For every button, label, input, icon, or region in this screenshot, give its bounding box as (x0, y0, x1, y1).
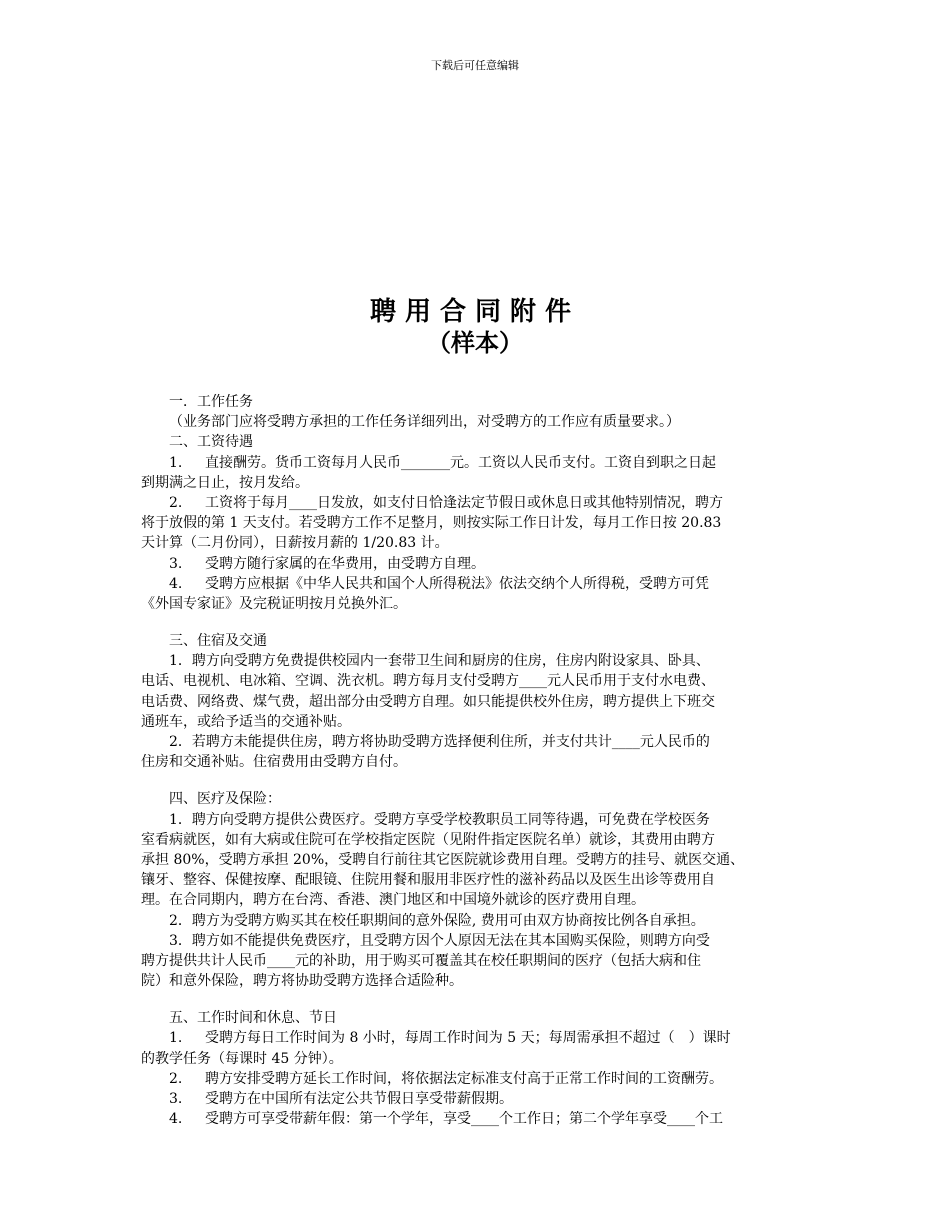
item-number: 2. (169, 494, 183, 511)
text-line (141, 1008, 813, 1028)
text-line (141, 830, 813, 850)
text-line (141, 432, 813, 452)
text-line (141, 911, 813, 931)
line-text: 二、工资待遇 (169, 434, 253, 451)
line-text: 受聘方随行家属的在华费用，由受聘方自理。 (205, 555, 485, 572)
line-text: 工资将于每月____日发放，如支付日恰逢法定节假日或休息日或其他特别情况，聘方 (205, 494, 723, 511)
line-text: 聘方提供共计人民币____元的补助，用于购买可覆盖其在校任职期间的医疗（包括大病和住 (141, 952, 701, 969)
line-text: 天计算（二月份同），日薪按月薪的 1/20.83 计。 (141, 535, 449, 552)
text-line (141, 789, 813, 809)
item-number: 4. (169, 575, 183, 592)
text-line (141, 890, 813, 910)
line-text: 镶牙、整容、保健按摩、配眼镜、住院用餐和服用非医疗性的滋补药品以及医生出诊等费用自 (141, 872, 715, 889)
item-number: 4. (169, 1111, 183, 1128)
line-text: 聘方安排受聘方延长工作时间，将依据法定标准支付高于正常工作时间的工资酬劳。 (205, 1070, 723, 1087)
line-text: 三、住宿及交通 (169, 633, 267, 650)
line-text: 四、医疗及保险： (169, 791, 281, 808)
document-title: 聘用合同附件 (369, 297, 580, 327)
text-line (141, 473, 813, 493)
paragraph-gap (141, 614, 813, 631)
text-line (141, 810, 813, 830)
text-line (141, 732, 813, 752)
document-subtitle: （样本） (427, 329, 523, 357)
line-text: 室看病就医，如有大病或住院可在学校指定医院（见附件指定医院名单）就诊，其费用由聘方 (141, 831, 715, 848)
text-line (141, 533, 813, 553)
document-body (141, 392, 813, 1129)
line-text: 2．聘方为受聘方购买其在校任职期间的意外保险, 费用可由双方协商按比例各自承担。 (169, 912, 705, 929)
text-line (141, 1028, 813, 1048)
text-line (141, 554, 813, 574)
line-text: 到期满之日止，按月发给。 (141, 474, 309, 491)
line-text: 电话费、网络费、煤气费，超出部分由受聘方自理。如只能提供校外住房，聘方提供上下班交 (141, 693, 715, 710)
line-text: 2．若聘方未能提供住房，聘方将协助受聘方选择便利住所，并支付共计____元人民币的 (169, 734, 710, 750)
line-text: 理。在合同期内，聘方在台湾、香港、澳门地区和中国境外就诊的医疗费用自理。 (141, 892, 645, 909)
text-line (141, 971, 813, 991)
line-text: 1．聘方向受聘方免费提供校园内一套带卫生间和厨房的住房，住房内附设家具、卧具、 (169, 653, 710, 670)
text-line (141, 1089, 813, 1109)
text-line (141, 631, 813, 651)
text-line (141, 951, 813, 971)
text-line (141, 712, 813, 732)
line-text: 院）和意外保险，聘方将协助受聘方选择合适险种。 (141, 973, 463, 990)
item-number: 2. (169, 1070, 183, 1087)
text-line (141, 392, 813, 412)
line-text: 直接酬劳。货币工资每月人民币_______元。工资以人民币支付。工资自到职之日起 (205, 454, 716, 471)
line-text: 的教学任务（每课时 45 分钟）。 (141, 1050, 343, 1067)
text-line (141, 594, 813, 614)
text-line (141, 574, 813, 594)
text-line (141, 412, 813, 432)
text-line (141, 692, 813, 712)
line-text: （业务部门应将受聘方承担的工作任务详细列出，对受聘方的工作应有质量要求。） (169, 414, 680, 431)
line-text: 受聘方在中国所有法定公共节假日享受带薪假期。 (205, 1091, 513, 1107)
text-line (141, 1109, 813, 1129)
item-number: 3. (169, 555, 183, 572)
line-text: 3．聘方如不能提供免费医疗，且受聘方因个人原因无法在其本国购买保险，则聘方向受 (169, 932, 710, 949)
text-line (141, 671, 813, 691)
item-number: 1. (169, 454, 183, 471)
text-line (141, 453, 813, 473)
line-text: 承担 80%，受聘方承担 20%，受聘自行前往其它医院就诊费用自理。受聘方的挂号、就医交通、 (141, 851, 745, 868)
line-text: 《外国专家证》及完税证明按月兑换外汇。 (141, 595, 407, 612)
line-text: 五、工作时间和休息、节日 (169, 1010, 337, 1027)
line-text: 受聘方每日工作时间为 8 小时，每周工作时间为 5 天；每周需承担不超过（ ）课时 (205, 1030, 731, 1047)
item-number: 1. (169, 1030, 183, 1047)
line-text: 电话、电视机、电冰箱、空调、洗衣机。聘方每月支付受聘方____元人民币用于支付水电费、 (141, 673, 715, 690)
text-line (141, 513, 813, 533)
page-header-note: 下载后可任意编辑 (431, 59, 519, 72)
paragraph-gap (141, 991, 813, 1008)
item-number: 3. (169, 1091, 183, 1107)
text-line (141, 651, 813, 671)
text-line (141, 1069, 813, 1089)
text-line (141, 850, 813, 870)
paragraph-gap (141, 772, 813, 789)
line-text: 将于放假的第 1 天支付。若受聘方工作不足整月，则按实际工作日计发，每月工作日按 20.83 (141, 515, 722, 532)
line-text: 1．聘方向受聘方提供公费医疗。受聘方享受学校教职员工同等待遇，可免费在学校医务 (169, 811, 710, 828)
line-text: 住房和交通补贴。住宿费用由受聘方自付。 (141, 754, 407, 771)
line-text: 一．工作任务 (169, 394, 253, 410)
text-line (141, 931, 813, 951)
text-line (141, 493, 813, 513)
line-text: 通班车，或给予适当的交通补贴。 (141, 713, 351, 730)
line-text: 受聘方应根据《中华人民共和国个人所得税法》依法交纳个人所得税，受聘方可凭 (205, 575, 709, 592)
text-line (141, 752, 813, 772)
text-line (141, 1049, 813, 1069)
line-text: 受聘方可享受带薪年假：第一个学年，享受____个工作日；第二个学年享受____个工 (205, 1111, 723, 1128)
text-line (141, 870, 813, 890)
